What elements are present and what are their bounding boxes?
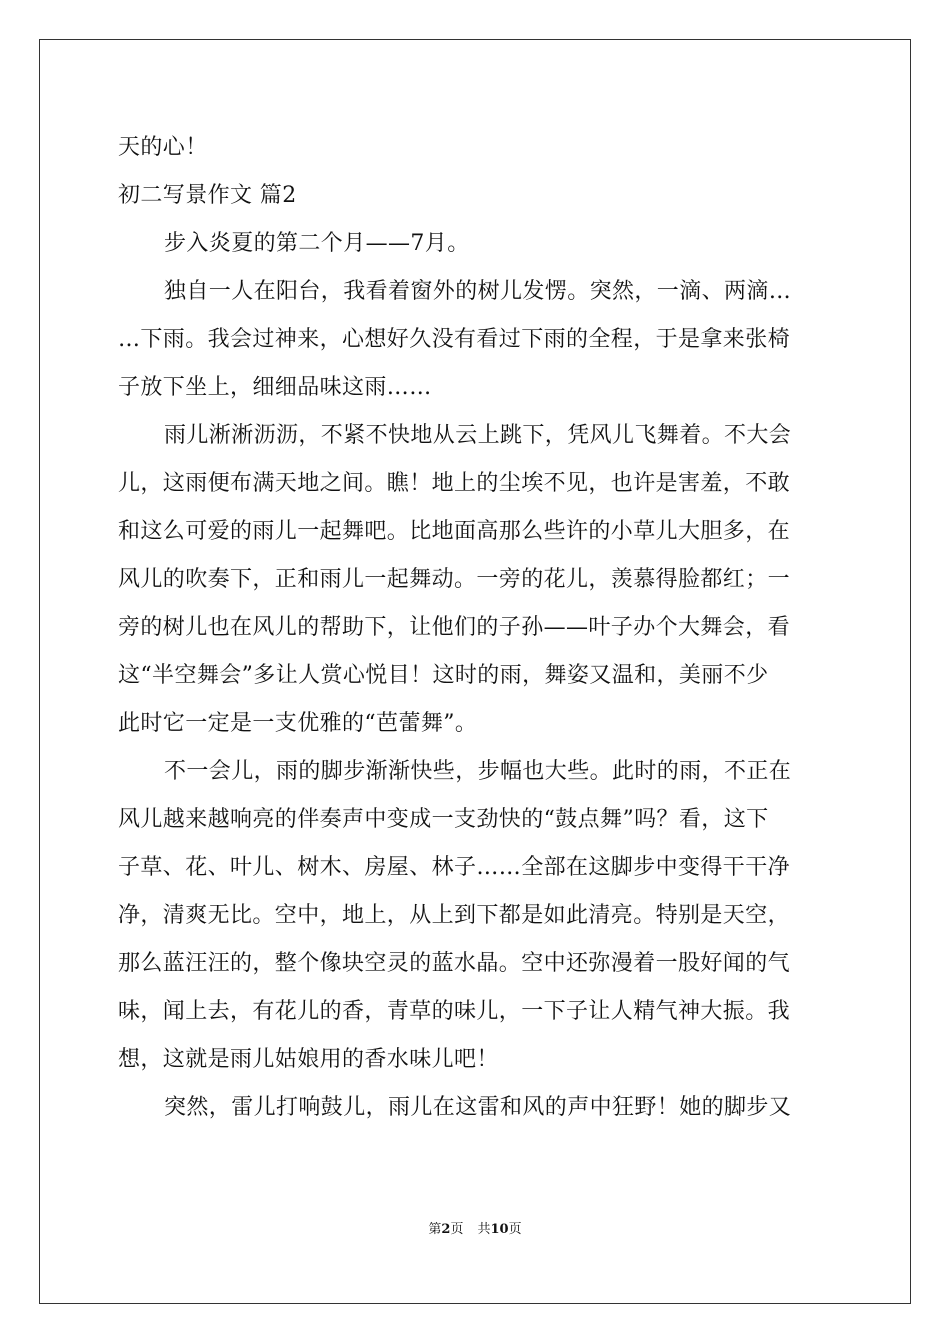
- text-line: 那么蓝汪汪的，整个像块空灵的蓝水晶。空中还弥漫着一股好闻的气: [118, 951, 791, 976]
- text-line: 风儿的吹奏下，正和雨儿一起舞动。一旁的花儿，羡慕得脸都红；一: [118, 567, 791, 592]
- text-line: 突然，雷儿打响鼓儿，雨儿在这雷和风的声中狂野！她的脚步又: [164, 1095, 792, 1120]
- text-line: 雨儿淅淅沥沥，不紧不快地从云上跳下，凭风儿飞舞着。不大会: [164, 423, 792, 448]
- page-footer: [0, 1218, 950, 1237]
- text-line: 独自一人在阳台，我看着窗外的树儿发愣。突然，一滴、两滴…: [164, 279, 792, 304]
- text-line: 和这么可爱的雨儿一起舞吧。比地面高那么些许的小草儿大胆多，在: [118, 519, 791, 544]
- text-line: 子放下坐上，细细品味这雨……: [118, 375, 432, 400]
- text-line: 步入炎夏的第二个月——7月。: [164, 231, 470, 256]
- footer-page-prefix: 第: [428, 1222, 442, 1237]
- footer-total-suffix: 页: [508, 1222, 522, 1237]
- text-line: 净，清爽无比。空中，地上，从上到下都是如此清亮。特别是天空，: [118, 903, 791, 928]
- text-line: 天的心！: [118, 135, 208, 160]
- text-line: …下雨。我会过神来，心想好久没有看过下雨的全程，于是拿来张椅: [118, 327, 791, 352]
- footer-total-number: 10: [490, 1222, 509, 1237]
- text-line: 不一会儿，雨的脚步渐渐快些，步幅也大些。此时的雨，不正在: [164, 759, 792, 784]
- text-line: 想，这就是雨儿姑娘用的香水味儿吧！: [118, 1047, 499, 1072]
- text-line: 风儿越来越响亮的伴奏声中变成一支劲快的“鼓点舞”吗？看，这下: [118, 807, 769, 832]
- document-body: [118, 124, 834, 1132]
- text-line: 此时它一定是一支优雅的“芭蕾舞”。: [118, 711, 478, 736]
- footer-total-prefix: 共: [477, 1222, 491, 1237]
- text-line: 子草、花、叶儿、树木、房屋、林子……全部在这脚步中变得干干净: [118, 855, 791, 880]
- footer-page-number: 2: [441, 1222, 451, 1237]
- text-line: 味，闻上去，有花儿的香，青草的味儿，一下子让人精气神大振。我: [118, 999, 791, 1024]
- footer-page-suffix: 页: [450, 1222, 464, 1237]
- text-line: 旁的树儿也在风儿的帮助下，让他们的子孙——叶子办个大舞会，看: [118, 615, 791, 640]
- section-heading: 初二写景作文 篇2: [118, 183, 297, 208]
- text-line: 这“半空舞会”多让人赏心悦目！这时的雨，舞姿又温和，美丽不少: [118, 663, 769, 688]
- text-line: 儿，这雨便布满天地之间。瞧！地上的尘埃不见，也许是害羞，不敢: [118, 471, 791, 496]
